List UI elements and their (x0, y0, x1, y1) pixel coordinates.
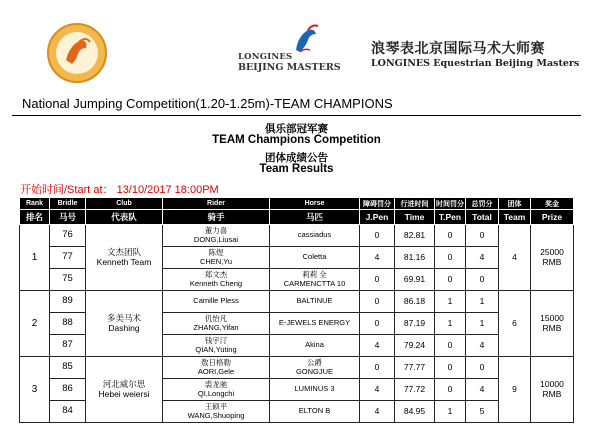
prize-unit: RMB (542, 322, 562, 333)
team-rank: 3 (20, 357, 50, 423)
rider-name-en: QIAN,Yuting (195, 344, 237, 354)
rider-cell (163, 379, 270, 401)
col-team-header-cn: 团体 (499, 198, 531, 210)
tpen-value: 1 (435, 401, 466, 423)
jpen-value: 0 (360, 269, 395, 291)
rider-name-en: ZHANG,Yifan (193, 322, 239, 332)
time-value: 77.72 (395, 379, 435, 401)
rider-cell (163, 335, 270, 357)
horse-cell (270, 313, 360, 335)
total-value: 0 (466, 225, 499, 247)
horse-name: ELTON B (298, 406, 331, 416)
horse-name-cn: 莉莉 全 (302, 270, 327, 280)
bridle-number: 76 (50, 225, 86, 247)
longines-wordmark: LONGINES (238, 52, 293, 62)
horse-cell (270, 247, 360, 269)
bridle-number: 85 (50, 357, 86, 379)
col-jpen-header-cn: 障碍罚分 (360, 198, 395, 210)
subtitle-en: TEAM Champions Competition (212, 134, 381, 146)
prize-amount: 25000 (540, 247, 564, 258)
team-rank: 1 (20, 225, 50, 291)
horse-name: GONGJUE (295, 366, 334, 376)
rider-name-cn: 郑文杰 (204, 270, 228, 280)
results-table (19, 197, 574, 423)
rider-name-cn: 裘龙驰 (204, 380, 228, 390)
rider-cell (163, 291, 270, 313)
team-score: 9 (499, 357, 531, 423)
rider-cell (163, 247, 270, 269)
bridle-number: 87 (50, 335, 86, 357)
table-row (20, 357, 574, 379)
event-title-en: LONGINES Equestrian Beijing Masters (371, 58, 580, 69)
club-name-en: Kenneth Team (96, 256, 152, 267)
time-value: 81.16 (395, 247, 435, 269)
jpen-value: 4 (360, 335, 395, 357)
total-value: 1 (466, 313, 499, 335)
bridle-number: 89 (50, 291, 86, 313)
tpen-value: 1 (435, 313, 466, 335)
horse-name: CARMENCTTA 10 (283, 278, 346, 288)
team-score: 4 (499, 225, 531, 291)
team-score: 6 (499, 291, 531, 357)
time-value: 82.81 (395, 225, 435, 247)
jpen-value: 0 (360, 313, 395, 335)
col-rank-header-cn: 排名 (20, 210, 50, 225)
team-rank: 2 (20, 291, 50, 357)
col-tpen-header: T.Pen (435, 210, 466, 225)
col-club-header-cn: 代表队 (86, 210, 163, 225)
col-total-header: Total (466, 210, 499, 225)
total-value: 1 (466, 291, 499, 313)
bridle-number: 86 (50, 379, 86, 401)
horse-cell (270, 291, 360, 313)
col-rider-header-cn: 骑手 (163, 210, 270, 225)
total-value: 4 (466, 379, 499, 401)
results-title-en: Team Results (259, 163, 334, 175)
bridle-number: 77 (50, 247, 86, 269)
horse-logo-icon (238, 24, 356, 54)
col-bridle-header: Bridle (50, 198, 86, 210)
total-value: 4 (466, 335, 499, 357)
total-value: 0 (466, 269, 499, 291)
time-value: 87.19 (395, 313, 435, 335)
rider-cell (163, 269, 270, 291)
col-club-header: Club (86, 198, 163, 210)
horse-name: cassiadus (297, 230, 332, 240)
prize-unit: RMB (542, 256, 562, 267)
prize-amount: 15000 (540, 313, 564, 324)
event-title-cn: 浪琴表北京国际马术大师赛 (371, 41, 545, 57)
time-value: 69.91 (395, 269, 435, 291)
club-name-cn: 文杰团队 (106, 247, 141, 258)
subtitle-cn: 俱乐部冠军赛 (265, 123, 328, 135)
horse-name: Akina (305, 340, 324, 350)
tpen-value: 1 (435, 291, 466, 313)
rider-name-en: Camille Pless (193, 296, 239, 306)
rider-name-cn: 王硕平 (204, 402, 228, 412)
horse-cell (270, 269, 360, 291)
start-time: 开始时间/Start at： 13/10/2017 18:00PM (20, 184, 219, 196)
tpen-value: 0 (435, 357, 466, 379)
rider-name-cn: 董力喜 (204, 226, 228, 236)
rider-name-cn: 陈煜 (208, 248, 224, 258)
rider-cell (163, 357, 270, 379)
horse-cell (270, 335, 360, 357)
rider-name-cn: 敖日格勒 (201, 358, 231, 368)
col-total-header-cn: 总罚分 (466, 198, 499, 210)
horse-cell (270, 357, 360, 379)
horse-name: BALTINUE (296, 296, 333, 306)
prize-amount: 10000 (540, 379, 564, 390)
jpen-value: 4 (360, 379, 395, 401)
tpen-value: 0 (435, 269, 466, 291)
jpen-value: 4 (360, 401, 395, 423)
prize-cell (531, 225, 574, 291)
jpen-value: 0 (360, 291, 395, 313)
prize-unit: RMB (542, 388, 562, 399)
jpen-value: 4 (360, 247, 395, 269)
rider-name-cn: 钱宇汀 (204, 336, 228, 346)
tpen-value: 0 (435, 335, 466, 357)
total-value: 4 (466, 247, 499, 269)
col-time-header-cn: 行进时间 (395, 198, 435, 210)
col-tpen-header-cn: 时间罚分 (435, 198, 466, 210)
col-rank-header: Rank (20, 198, 50, 210)
club-name-cn: 多美马术 (106, 313, 141, 324)
col-prize-header: Prize (531, 210, 574, 225)
horse-cell (270, 225, 360, 247)
prize-cell (531, 357, 574, 423)
horse-cell (270, 379, 360, 401)
time-value: 79.24 (395, 335, 435, 357)
rider-cell (163, 225, 270, 247)
total-value: 5 (466, 401, 499, 423)
col-horse-header: Horse (270, 198, 360, 210)
col-bridle-header-cn: 马号 (50, 210, 86, 225)
title-divider (12, 115, 581, 116)
bridle-number: 84 (50, 401, 86, 423)
rider-name-en: CHEN,Yu (199, 256, 233, 266)
time-value: 86.18 (395, 291, 435, 313)
club-name-en: Hebei weiersi (98, 388, 150, 399)
horse-name: Coletta (302, 252, 327, 262)
competition-title: National Jumping Competition(1.20-1.25m)-TEAM CHAMPIONS (22, 96, 393, 111)
prize-cell (531, 291, 574, 357)
jpen-value: 0 (360, 225, 395, 247)
longines-beijing-masters-logo (238, 24, 356, 72)
club-cell (86, 291, 163, 357)
rider-name-en: DONG,Liusai (193, 234, 239, 244)
tpen-value: 0 (435, 225, 466, 247)
col-time-header: Time (395, 210, 435, 225)
horse-cell (270, 401, 360, 423)
horse-name-cn: 公爵 (307, 358, 322, 368)
col-rider-header: Rider (163, 198, 270, 210)
horse-name: E-JEWELS ENERGY (278, 318, 351, 328)
col-team-header: Team (499, 210, 531, 225)
total-value: 0 (466, 357, 499, 379)
col-horse-header-cn: 马匹 (270, 210, 360, 225)
header-row-en (20, 198, 574, 210)
results-title-cn: 团体成绩公告 (265, 152, 328, 164)
col-jpen-header: J.Pen (360, 210, 395, 225)
tpen-value: 0 (435, 379, 466, 401)
time-value: 84.95 (395, 401, 435, 423)
horse-name: LUMINUS 3 (294, 384, 335, 394)
rider-cell (163, 313, 270, 335)
rider-name-en: WANG,Shuoping (187, 410, 245, 420)
bridle-number: 75 (50, 269, 86, 291)
table-row (20, 225, 574, 247)
tpen-value: 0 (435, 247, 466, 269)
rider-name-en: AORI,Gele (197, 366, 235, 376)
club-name-en: Dashing (108, 322, 140, 333)
china-equestrian-association-logo-icon (46, 22, 108, 84)
col-prize-header-cn: 奖金 (531, 198, 574, 210)
club-cell (86, 225, 163, 291)
rider-cell (163, 401, 270, 423)
club-name-cn: 河北威尔思 (102, 379, 146, 390)
jpen-value: 0 (360, 357, 395, 379)
beijing-masters-wordmark: BEIJING MASTERS (238, 62, 341, 73)
rider-name-en: QI,Longchi (197, 388, 235, 398)
rider-name-cn: 仉怡凡 (204, 314, 228, 324)
table-row (20, 291, 574, 313)
club-cell (86, 357, 163, 423)
header-row-cn (20, 210, 574, 225)
bridle-number: 88 (50, 313, 86, 335)
rider-name-en: Kenneth Cheng (189, 278, 243, 288)
time-value: 77.77 (395, 357, 435, 379)
